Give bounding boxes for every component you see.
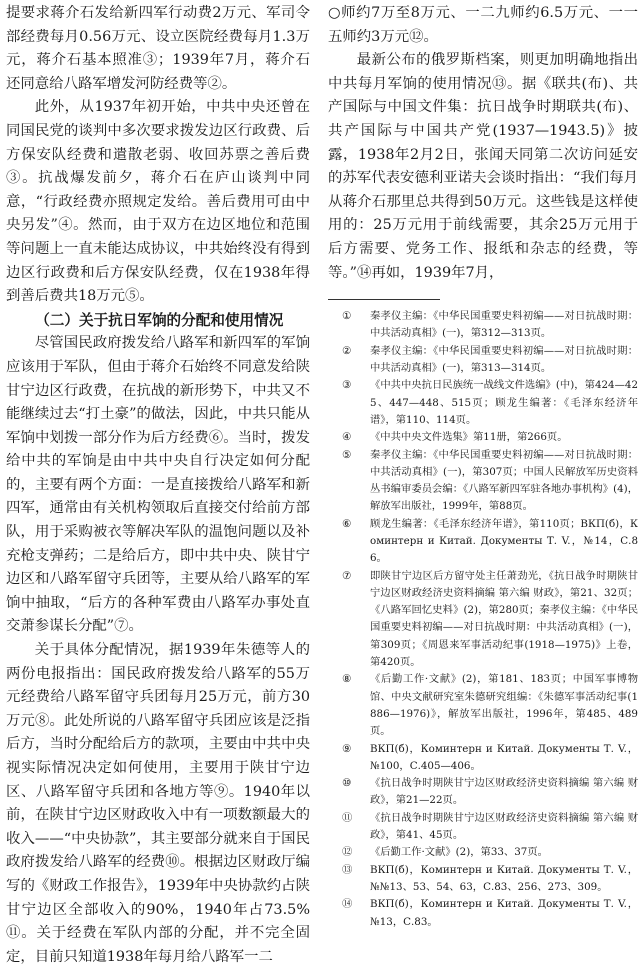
- paragraph: 此外，从1937年初开始，中共中央还曾在同国民党的谈判中多次要求拨发边区行政费、后方保安队经费和遣散老弱、收回苏票之善后费③。抗战爆发前夕，蒋介石在庐山谈判中同意，“行政经费亦照规定发给。善后费用可由中央另发”④。然而，由于双方在边区地位和范围等问题上一直未能达成协议，中共始终没有得到边区行政费和后方保安队经费，仅在1938年得到善后费共18万元⑤。: [6, 99, 310, 305]
- footnote: [328, 343, 638, 378]
- footnote: [328, 308, 638, 343]
- footnote-list: [328, 308, 638, 931]
- footnote-text: 秦孝仪主编：《中华民国重要史料初编——对日抗战时期：中共活动真相》(一)，第313—314页。: [370, 344, 638, 375]
- footnote-number: ①: [342, 310, 352, 323]
- footnote: [328, 447, 638, 516]
- footnote-text: 《中共中央抗日民族统一战线文件选编》(中)，第424—425、447—448、515页；顾龙生编著：《毛泽东经济年谱》，第110、114页。: [370, 379, 638, 426]
- section-heading: （二）关于抗日军饷的分配和使用情况: [35, 311, 284, 329]
- footnote-text: ВКП(б)，Коминтерн и Китай. Документы Т. V.，№13，С.83。: [370, 898, 638, 928]
- footnote: [328, 862, 638, 897]
- footnote-number: ⑤: [342, 448, 352, 461]
- footnote: [328, 516, 638, 568]
- paragraph: 关于具体分配情况，据1939年朱德等人的两份电报指出：国民政府拨发给八路军的55万元经费给八路军留守兵团每月25万元，前方30万元⑧。此处所说的八路军留守兵团应该是泛指后方，当时分配给后方的款项，主要由中共中央视实际情况决定如何使用，主要用于陕甘宁边区、八路军留守兵团和各地方等⑨。1940年以前，在陕甘宁边区财政收入中有一项数额最大的收入——“中央协款”，其主要部分就来自于国民政府拨发给八路军的经费⑩。根据边区财政厅编写的《财政工作报告》，1939年中央协款约占陕甘宁边区全部收入的90%，1940年占73.5%⑪。关于经费在军队内部的分配，并不完全固定，目前只知道1938年每月给八路军一二: [6, 642, 310, 965]
- footnote: [328, 810, 638, 845]
- footnote-number: ⑪: [342, 811, 353, 824]
- paragraph: 提要求蒋介石发给新四军行动费2万元、军司令部经费每月0.56万元、设立医院经费每月1.3万元，蒋介石基本照准③；1939年7月，蒋介石还同意给八路军增发河防经费等②。: [6, 5, 310, 92]
- footnote-text: ВКП(б)，Коминтерн и Китай. Документы Т. V.，№№13、53、54、63，С.83、256、273、309。: [370, 863, 638, 893]
- footnote-text: 顾龙生编著：《毛泽东经济年谱》，第110页；ВКП(б)，Коминтерн и Китай. Документы Т. V.，№14，С.86。: [370, 517, 638, 565]
- footnote-divider: [328, 299, 440, 300]
- footnote-text: 秦孝仪主编：《中华民国重要史料初编——对日抗战时期：中共活动真相》(一)，第312—313页。: [370, 310, 638, 340]
- footnote-number: ⑬: [342, 863, 353, 876]
- footnote-number: ⑦: [342, 569, 352, 582]
- paragraph: 尽管国民政府拨发给八路军和新四军的军饷应该用于军队，但由于蒋介石始终不同意发给陕甘宁边区行政费，在抗战的新形势下，中共又不能继续过去“打土豪”的做法，因此，中共只能从军饷中划拨一部分作为后方经费⑥。当时，拨发给中共的军饷是由中共中央自行决定如何分配的，主要有两个方面：一是直接拨给八路军和新四军，通常由有关机构领取后直接交付给前方部队，用于采购被衣等解决军队的温饱问题以及补充枪支弹药；二是给后方，即中共中央、陕甘宁边区和八路军留守兵团等，主要从给八路军的军饷中抽取，“后方的各种军费由八路军办事处直交萧参谋长分配”⑦。: [6, 335, 310, 635]
- footnote-text: 《后勤工作·文献》(2)，第181、183页；中国军事博物馆、中央文献研究室朱德研究组编：《朱德军事活动纪事(1886—1976)》，解放军出版社，1996年，第485、489页。: [370, 673, 638, 738]
- footnote: [328, 741, 638, 776]
- footnote-number: ③: [342, 379, 352, 392]
- paragraph: 最新公布的俄罗斯档案，则更加明确地指出中共每月军饷的使用情况⑬。据《联共(布)、共产国际与中国文件集：抗日战争时期联共(布)、共产国际与中国共产党(1937—1943.5)》披露，1938年2月2日，张闻天同第二次访问延安的苏军代表安德利亚诺夫会谈时指出：“我们每月从蒋介石那里总共得到50万元。这些钱是这样使用的：25万元用于前线需要，其余25万元用于后方需要、党务工作、报纸和杂志的经费，等等。”⑭再如，1939年7月，: [328, 52, 638, 281]
- footnote-text: 即陕甘宁边区后方留守处主任萧劲光，《抗日战争时期陕甘宁边区财政经济史资料摘编 第六编 财政》，第21、32页；《八路军回忆史料》(2)，第280页；秦孝仪主编：《中华民国重要史料初编——对日抗战时期：中共活动真相》(一)，第309页；《周恩来军事活动纪事(1918—1975)》上卷，第420页。: [370, 569, 638, 669]
- right-column: [328, 2, 638, 931]
- footnote: [328, 775, 638, 810]
- footnote: [328, 896, 638, 931]
- footnote: [328, 671, 638, 740]
- footnote-text: 《抗日战争时期陕甘宁边区财政经济史资料摘编 第六编 财政》，第41、45页。: [370, 811, 638, 842]
- footnote-number: ⑨: [342, 742, 352, 755]
- footnote: [328, 844, 638, 861]
- footnote: [328, 429, 638, 446]
- footnote-number: ⑫: [342, 846, 353, 859]
- footnote: [328, 568, 638, 672]
- footnote-text: ВКП(б)，Коминтерн и Китай. Документы Т. V.，№100，С.405—406。: [370, 742, 638, 772]
- footnote-text: 《后勤工作·文献》(2)，第33、37页。: [370, 846, 548, 859]
- footnote-number: ⑥: [342, 517, 352, 530]
- footnote-text: 秦孝仪主编：《中华民国重要史料初编——对日抗战时期：中共活动真相》(一)，第307页；中国人民解放军历史资料丛书编审委员会编：《八路军新四军驻各地办事机构》(4)，解放军出版社，1999年，第88页。: [370, 448, 638, 513]
- footnote-number: ④: [342, 431, 352, 444]
- footnote-text: 《中共中央文件选集》第11册，第266页。: [370, 431, 568, 444]
- paragraph: ○师约7万至8万元、一二九师约6.5万元、一一五师约3万元⑫。: [328, 5, 638, 45]
- footnote-number: ②: [342, 344, 352, 357]
- left-column: [6, 2, 310, 969]
- footnote-number: ⑭: [342, 898, 353, 911]
- footnote-number: ⑧: [342, 673, 352, 686]
- footnote: [328, 377, 638, 429]
- footnote-number: ⑩: [342, 777, 352, 790]
- footnote-text: 《抗日战争时期陕甘宁边区财政经济史资料摘编 第六编 财政》，第21—22页。: [370, 777, 638, 807]
